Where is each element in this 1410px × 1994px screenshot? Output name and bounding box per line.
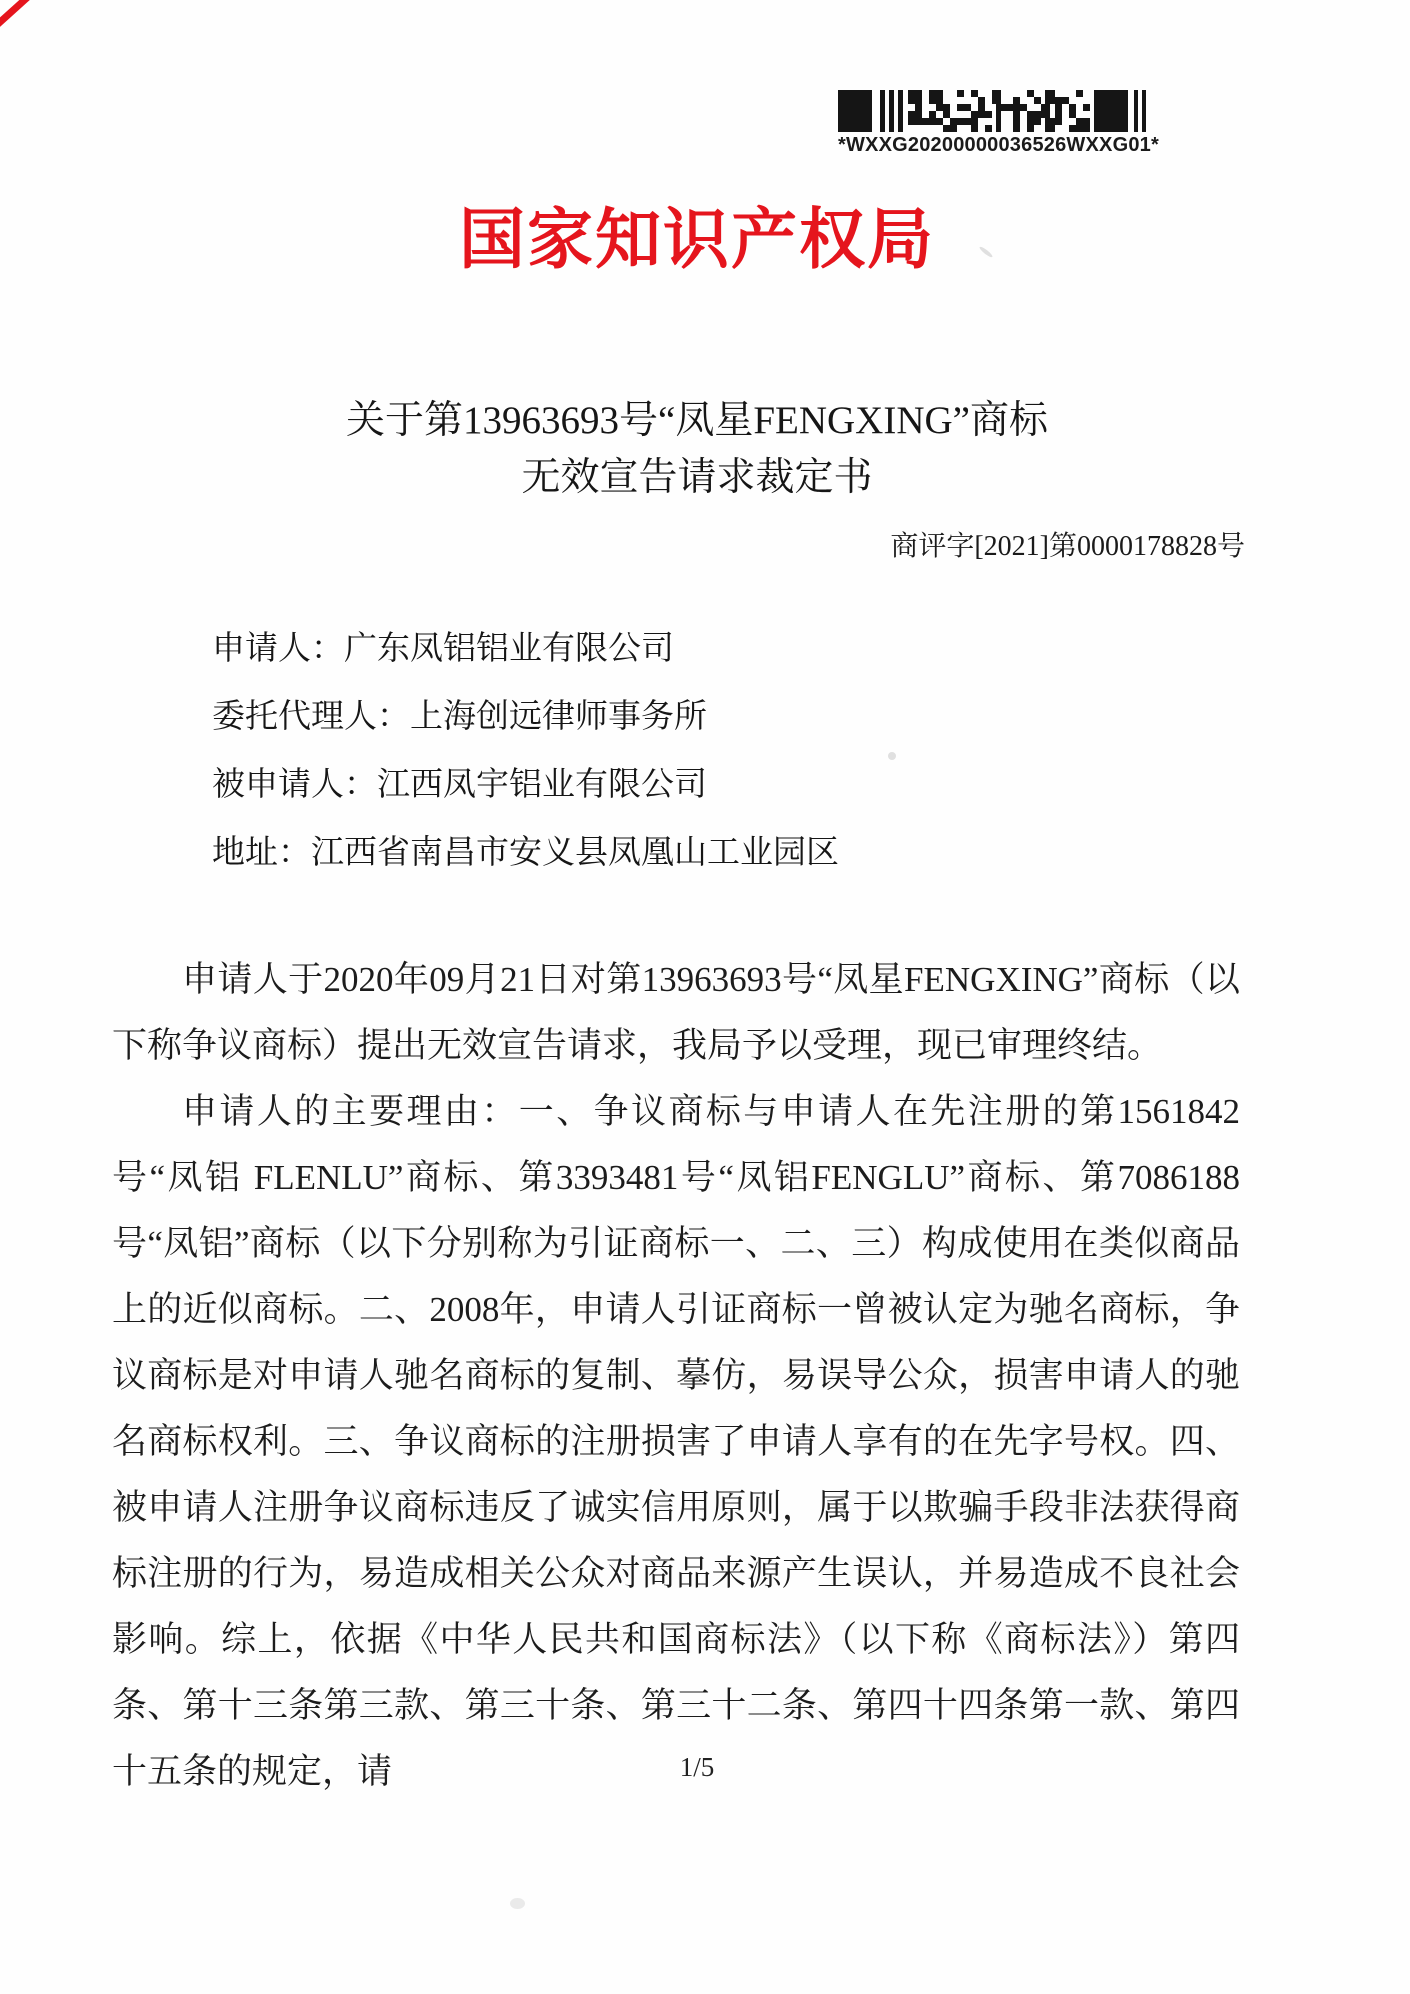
scan-smudge-artifact — [510, 1898, 525, 1909]
applicant-line: 申请人：广东凤铝铝业有限公司 — [212, 631, 674, 667]
party-info-block — [212, 615, 839, 887]
document-title-line2: 无效宣告请求裁定书 — [521, 456, 873, 499]
document-body — [112, 947, 1240, 1805]
reference-number: 商评字[2021]第0000178828号 — [890, 531, 1245, 562]
agent-line: 委托代理人：上海创远律师事务所 — [212, 699, 707, 735]
respondent-address-line: 地址：江西省南昌市安义县凤凰山工业园区 — [212, 835, 839, 871]
datamatrix-barcode-icon — [838, 90, 1150, 132]
scan-corner-artifact — [0, 0, 34, 28]
document-title-line1: 关于第13963693号“凤星FENGXING”商标 — [346, 399, 1048, 442]
paragraph-case-intro: 申请人于2020年09月21日对第13963693号“凤星FENGXING”商标（以下称争议商标）提出无效宣告请求，我局予以受理，现已审理终结。 — [112, 960, 1240, 1065]
agency-title: 国家知识产权局 — [459, 202, 935, 276]
respondent-line: 被申请人：江西凤宇铝业有限公司 — [212, 767, 707, 803]
barcode — [838, 90, 1159, 157]
barcode-number: *WXXG20200000036526WXXG01* — [838, 134, 1159, 156]
paragraph-applicant-claims: 申请人的主要理由：一、争议商标与申请人在先注册的第1561842号“凤铝 FLENLU”商标、第3393481号“凤铝FENGLU”商标、第7086188号“凤铝”商标（以下分别称为引证商标一、二、三）构成使用在类似商品上的近似商标。二、2008年，申请人引证商标一曾被认定为驰名商标，争议商标是对申请人驰名商标的复制、摹仿，易误导公众，损害申请人的驰名商标权利。三、争议商标的注册损害了申请人享有的在先字号权。四、被申请人注册争议商标违反了诚实信用原则，属于以欺骗手段非法获得商标注册的行为，易造成相关公众对商品来源产生误认，并易造成不良社会影响。综上，依据《中华人民共和国商标法》（以下称《商标法》）第四条、第十三条第三款、第三十条、第三十二条、第四十四条第一款、第四十五条的规定，请 — [112, 1092, 1240, 1791]
page-number: 1/5 — [679, 1752, 715, 1782]
scan-smudge-artifact — [888, 752, 896, 760]
